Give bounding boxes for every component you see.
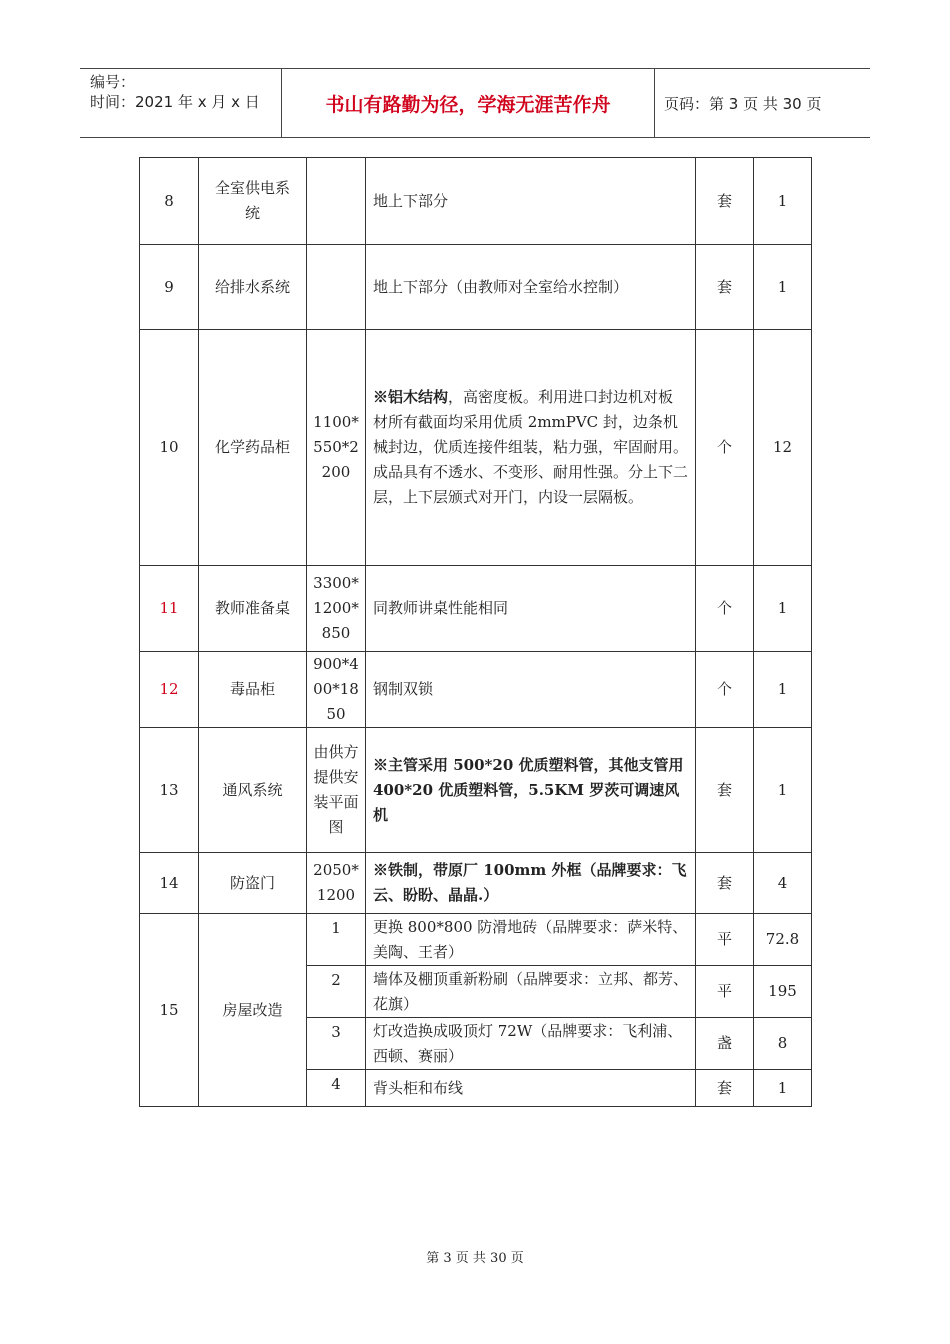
sub-unit: 盏 <box>696 1018 754 1070</box>
item-name: 通风系统 <box>199 728 307 853</box>
item-size <box>307 245 366 330</box>
sub-qty: 1 <box>754 1070 812 1107</box>
row-number: 15 <box>140 914 199 1107</box>
item-name: 毒品柜 <box>199 652 307 728</box>
header-motto: 书山有路勤为径，学海无涯苦作舟 <box>282 69 655 137</box>
item-qty: 4 <box>754 853 812 914</box>
sub-desc: 墙体及棚顶重新粉刷（品牌要求：立邦、都芳、花旗） <box>366 966 696 1018</box>
item-name: 化学药品柜 <box>199 330 307 566</box>
item-desc-bold: ※铝木结构 <box>373 388 449 406</box>
sub-index: 3 <box>307 1018 366 1070</box>
item-qty: 1 <box>754 566 812 652</box>
item-qty: 1 <box>754 245 812 330</box>
item-desc: ※主管采用 500*20 优质塑料管，其他支管用 400*20 优质塑料管，5.5KM 罗茨可调速风机 <box>366 728 696 853</box>
sub-desc: 背头柜和布线 <box>366 1070 696 1107</box>
header-meta <box>80 69 282 137</box>
row-number: 10 <box>140 330 199 566</box>
sub-desc: 灯改造换成吸顶灯 72W（品牌要求：飞利浦、西顿、赛丽） <box>366 1018 696 1070</box>
table-row <box>140 566 812 652</box>
item-size: 1100*550*2200 <box>307 330 366 566</box>
sub-unit: 套 <box>696 1070 754 1107</box>
table-row <box>140 652 812 728</box>
table-row <box>140 853 812 914</box>
item-qty: 1 <box>754 728 812 853</box>
item-desc: 钢制双锁 <box>366 652 696 728</box>
item-unit: 个 <box>696 330 754 566</box>
item-qty: 1 <box>754 652 812 728</box>
page-footer <box>0 1247 950 1266</box>
sub-qty: 195 <box>754 966 812 1018</box>
item-unit: 套 <box>696 158 754 245</box>
item-name: 教师准备桌 <box>199 566 307 652</box>
document-header <box>80 68 870 138</box>
row-number: 12 <box>140 652 199 728</box>
item-desc: 地上下部分 <box>366 158 696 245</box>
sub-qty: 8 <box>754 1018 812 1070</box>
sub-qty: 72.8 <box>754 914 812 966</box>
item-size <box>307 158 366 245</box>
sub-desc: 更换 800*800 防滑地砖（品牌要求：萨米特、美陶、王者） <box>366 914 696 966</box>
header-page-info: 页码：第 3 页 共 30 页 <box>664 94 822 113</box>
table-row <box>140 245 812 330</box>
spec-table <box>139 157 812 1107</box>
row-number: 9 <box>140 245 199 330</box>
table-row <box>140 914 812 966</box>
item-size: 3300*1200*850 <box>307 566 366 652</box>
sub-index: 2 <box>307 966 366 1018</box>
table-row <box>140 158 812 245</box>
sub-index: 1 <box>307 914 366 966</box>
sub-index: 4 <box>307 1070 366 1107</box>
item-size: 2050*1200 <box>307 853 366 914</box>
item-qty: 1 <box>754 158 812 245</box>
item-unit: 套 <box>696 728 754 853</box>
item-unit: 个 <box>696 652 754 728</box>
sub-unit: 平 <box>696 914 754 966</box>
item-desc-text: ，高密度板。利用进口封边机对板材所有截面均采用优质 2mmPVC 封，边条机械封边，优质连接件组装，粘力强，牢固耐用。成品具有不透水、不变形、耐用性强。分上下二层，上下层颁式对开门，内设一层隔板。 <box>373 388 689 506</box>
row-number: 8 <box>140 158 199 245</box>
item-desc: 地上下部分（由教师对全室给水控制） <box>366 245 696 330</box>
item-name: 房屋改造 <box>199 914 307 1107</box>
row-number: 14 <box>140 853 199 914</box>
item-unit: 个 <box>696 566 754 652</box>
sub-unit: 平 <box>696 966 754 1018</box>
item-qty: 12 <box>754 330 812 566</box>
table-row <box>140 330 812 566</box>
footer-page-text: 第 3 页 共 30 页 <box>426 1251 524 1266</box>
row-number: 11 <box>140 566 199 652</box>
item-desc: ※铁制，带原厂 100mm 外框（品牌要求：飞云、盼盼、晶晶.） <box>366 853 696 914</box>
item-size: 由供方提供安装平面图 <box>307 728 366 853</box>
time-label: 时间：2021 年 x 月 x 日 <box>90 93 260 111</box>
item-desc: 同教师讲桌性能相同 <box>366 566 696 652</box>
item-size: 900*400*1850 <box>307 652 366 728</box>
table-row <box>140 728 812 853</box>
row-number: 13 <box>140 728 199 853</box>
item-desc <box>366 330 696 566</box>
item-unit: 套 <box>696 853 754 914</box>
item-name: 给排水系统 <box>199 245 307 330</box>
item-unit: 套 <box>696 245 754 330</box>
number-label: 编号： <box>90 73 136 91</box>
item-name: 防盗门 <box>199 853 307 914</box>
item-name: 全室供电系统 <box>199 158 307 245</box>
